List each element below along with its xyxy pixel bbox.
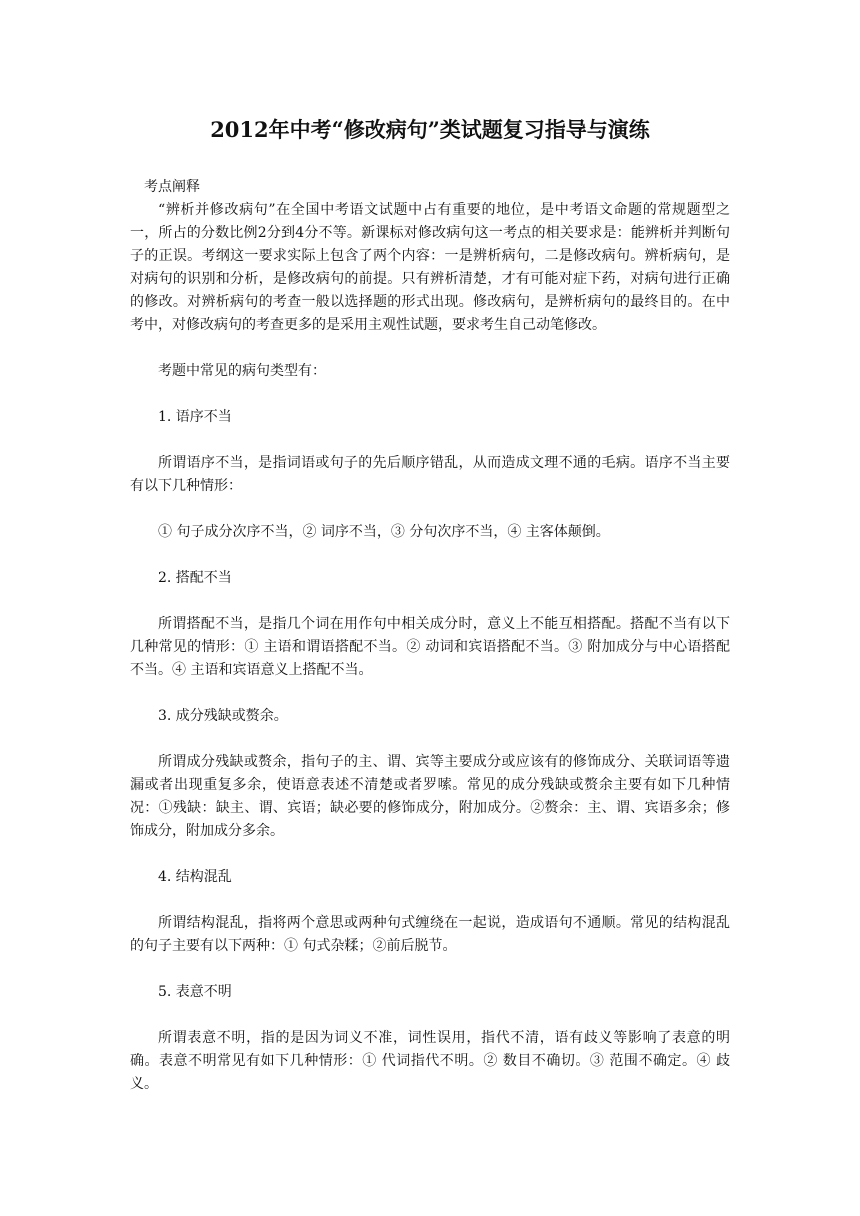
heading-missing-redundant: 3. 成分残缺或赘余。: [158, 708, 288, 724]
intro-paragraph: “辨析并修改病句”在全国中考语文试题中占有重要的地位，是中考语文命题的常规题型之一，所占的分数比例2分到4分不等。新课标对修改病句这一考点的相关要求是：能辨析并判断句子的正误。考纲这一要求实际上包含了两个内容：一是辨析病句，二是修改病句。辨析病句，是对病句的识别和分析，是修改病句的前提。只有辨析清楚，才有可能对症下药，对病句进行正确的修改。对辨析病句的考查一般以选择题的形式出现。修改病句，是辨析病句的最终目的。在中考中，对修改病句的考查更多的是采用主观性试题，要求考生自己动笔修改。: [130, 202, 730, 333]
spacer: [130, 889, 730, 912]
paragraph-structure: 所谓结构混乱，指将两个意思或两种句式缠绕在一起说，造成语句不通顺。常见的结构混乱的句子主要有以下两种：① 句式杂糅；②前后脱节。: [130, 915, 730, 954]
spacer: [130, 383, 730, 406]
paragraph-collocation: 所谓搭配不当，是指几个词在用作句中相关成分时，意义上不能互相搭配。搭配不当有以下几种常见的情形：① 主语和谓语搭配不当。② 动词和宾语搭配不当。③ 附加成分与中心语搭配不当。④ 主语和宾语意义上搭配不当。: [130, 616, 730, 678]
spacer: [130, 544, 730, 567]
spacer: [130, 498, 730, 521]
spacer: [130, 728, 730, 751]
heading-structure: 4. 结构混乱: [158, 869, 232, 885]
spacer: [130, 590, 730, 613]
spacer: [130, 843, 730, 866]
spacer: [130, 429, 730, 452]
paragraph-missing-redundant: 所谓成分残缺或赘余，指句子的主、谓、宾等主要成分或应该有的修饰成分、关联词语等遗漏或者出现重复多余，使语意表述不清楚或者罗嗦。常见的成分残缺或赘余主要有如下几种情况：①残缺：缺主、谓、宾语；缺必要的修饰成分，附加成分。②赘余：主、谓、宾语多余；修饰成分，附加成分多余。: [130, 754, 730, 839]
spacer: [130, 682, 730, 705]
spacer: [130, 958, 730, 981]
page-title: 2012年中考“修改病句”类试题复习指导与演练: [210, 117, 650, 142]
document-body: [130, 176, 730, 1096]
heading-unclear-meaning: 5. 表意不明: [158, 984, 232, 1000]
heading-word-order: 1. 语序不当: [158, 409, 232, 425]
heading-collocation: 2. 搭配不当: [158, 570, 232, 586]
spacer: [130, 1004, 730, 1027]
list-word-order: ① 句子成分次序不当，② 词序不当，③ 分句次序不当，④ 主客体颠倒。: [158, 524, 610, 540]
spacer: [130, 337, 730, 360]
paragraph-unclear-meaning: 所谓表意不明，指的是因为词义不准，词性误用，指代不清，语有歧义等影响了表意的明确。表意不明常见有如下几种情形：① 代词指代不明。② 数目不确切。③ 范围不确定。④ 歧义。: [130, 1030, 730, 1092]
section-label-kaodian: 考点阐释: [144, 179, 200, 195]
paragraph-word-order: 所谓语序不当，是指词语或句子的先后顺序错乱，从而造成文理不通的毛病。语序不当主要有以下几种情形：: [130, 455, 730, 494]
types-intro: 考题中常见的病句类型有：: [158, 363, 326, 379]
